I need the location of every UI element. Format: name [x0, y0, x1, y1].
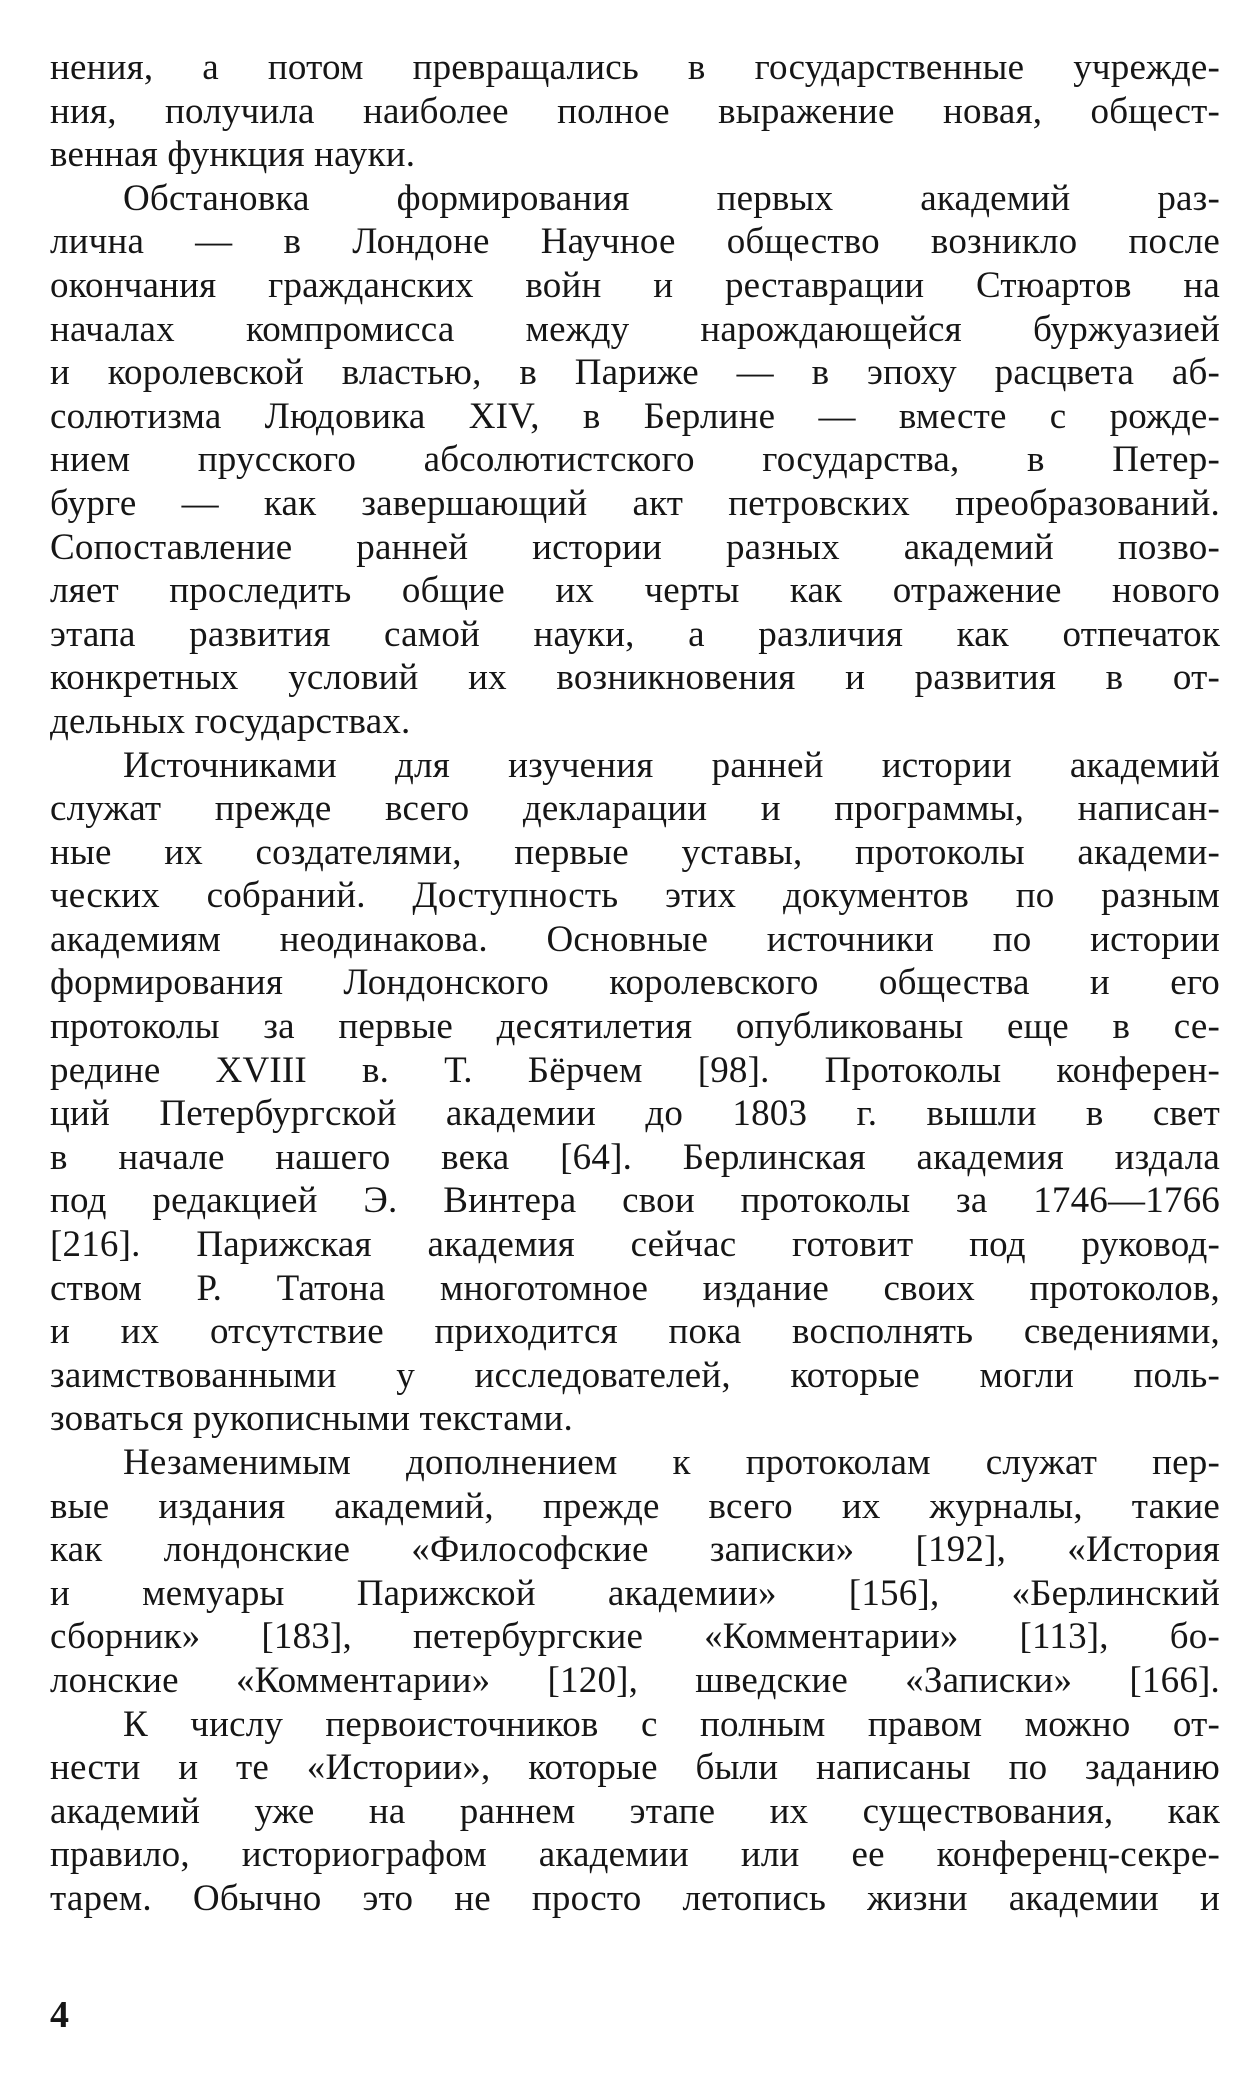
text-line: конкретных условий их возникновения и развития в от- [50, 657, 1220, 699]
page-number: 4 [50, 1994, 69, 2036]
text-line: ций Петербургской академии до 1803 г. вышли в свет [50, 1093, 1220, 1135]
text-line: ния, получила наиболее полное выражение новая, общест- [50, 90, 1220, 132]
text-line: ством Р. Татона многотомное издание своих протоколов, [50, 1267, 1220, 1309]
text-line: этапа развития самой науки, а различия как отпечаток [50, 613, 1220, 655]
text-line: и королевской властью, в Париже — в эпоху расцвета аб- [50, 352, 1220, 394]
text-line: лична — в Лондоне Научное общество возникло после [50, 221, 1220, 263]
text-line: ческих собраний. Доступность этих документов по разным [50, 875, 1220, 917]
text-line: Источниками для изучения ранней истории академий [123, 744, 1220, 786]
text-line: академий уже на раннем этапе их существования, как [50, 1790, 1220, 1832]
text-line: редине XVIII в. Т. Бёрчем [98]. Протоколы конферен- [50, 1049, 1220, 1091]
paragraph [50, 177, 1220, 744]
text-line: бурге — как завершающий акт петровских преобразований. [50, 482, 1220, 524]
text-line: под редакцией Э. Винтера свои протоколы за 1746—1766 [50, 1180, 1220, 1222]
paragraph [50, 1441, 1220, 1703]
text-line: лонские «Комментарии» [120], шведские «Записки» [166]. [50, 1659, 1220, 1701]
text-line: венная функция науки. [50, 134, 416, 176]
text-line: тарем. Обычно это не просто летопись жизни академии и [50, 1877, 1220, 1919]
text-line: ляет проследить общие их черты как отражение нового [50, 570, 1220, 612]
text-line: формирования Лондонского королевского общества и его [50, 962, 1220, 1004]
text-line: Незаменимым дополнением к протоколам служат пер- [123, 1442, 1220, 1483]
text-line: и мемуары Парижской академии» [156], «Берлинский [50, 1572, 1220, 1614]
text-line: дельных государствах. [50, 700, 411, 742]
text-line: правило, историографом академии или ее конференц-секре- [50, 1834, 1220, 1876]
text-line: [216]. Парижская академия сейчас готовит под руковод- [50, 1224, 1220, 1266]
text-line: нения, а потом превращались в государственные учрежде- [50, 47, 1220, 88]
text-line: протоколы за первые десятилетия опубликованы еще в се- [50, 1006, 1220, 1048]
paragraph-continued [50, 46, 1220, 177]
text-line: сборник» [183], петербургские «Комментарии» [113], бо- [50, 1616, 1220, 1658]
text-line: К числу первоисточников с полным правом можно от- [123, 1703, 1220, 1745]
text-line: нести и те «Истории», которые были написаны по заданию [50, 1747, 1220, 1789]
text-line: началах компромисса между нарождающейся буржуазией [50, 308, 1220, 350]
text-line: Сопоставление ранней истории разных академий позво- [50, 526, 1220, 568]
text-line: академиям неодинакова. Основные источники по истории [50, 918, 1220, 960]
text-line: как лондонские «Философские записки» [192], «История [50, 1529, 1220, 1571]
text-line: окончания гражданских войн и реставрации Стюартов на [50, 264, 1220, 306]
paragraph [50, 744, 1220, 1442]
paragraph [50, 1703, 1220, 1921]
text-line: солютизма Людовика XIV, в Берлине — вместе с рожде- [50, 395, 1220, 437]
text-line: вые издания академий, прежде всего их журналы, такие [50, 1485, 1220, 1527]
text-line: в начале нашего века [64]. Берлинская академия издала [50, 1136, 1220, 1178]
text-line: Обстановка формирования первых академий раз- [123, 177, 1220, 219]
text-line: нием прусского абсолютистского государства, в Петер- [50, 439, 1220, 481]
text-line: зоваться рукописными текстами. [50, 1398, 573, 1440]
text-line: ные их создателями, первые уставы, протоколы академи- [50, 831, 1220, 873]
text-line: служат прежде всего декларации и программы, написан- [50, 788, 1220, 830]
text-line: заимствованными у исследователей, которые могли поль- [50, 1354, 1220, 1396]
page-text [50, 46, 1220, 1921]
text-line: и их отсутствие приходится пока восполнять сведениями, [50, 1311, 1220, 1353]
